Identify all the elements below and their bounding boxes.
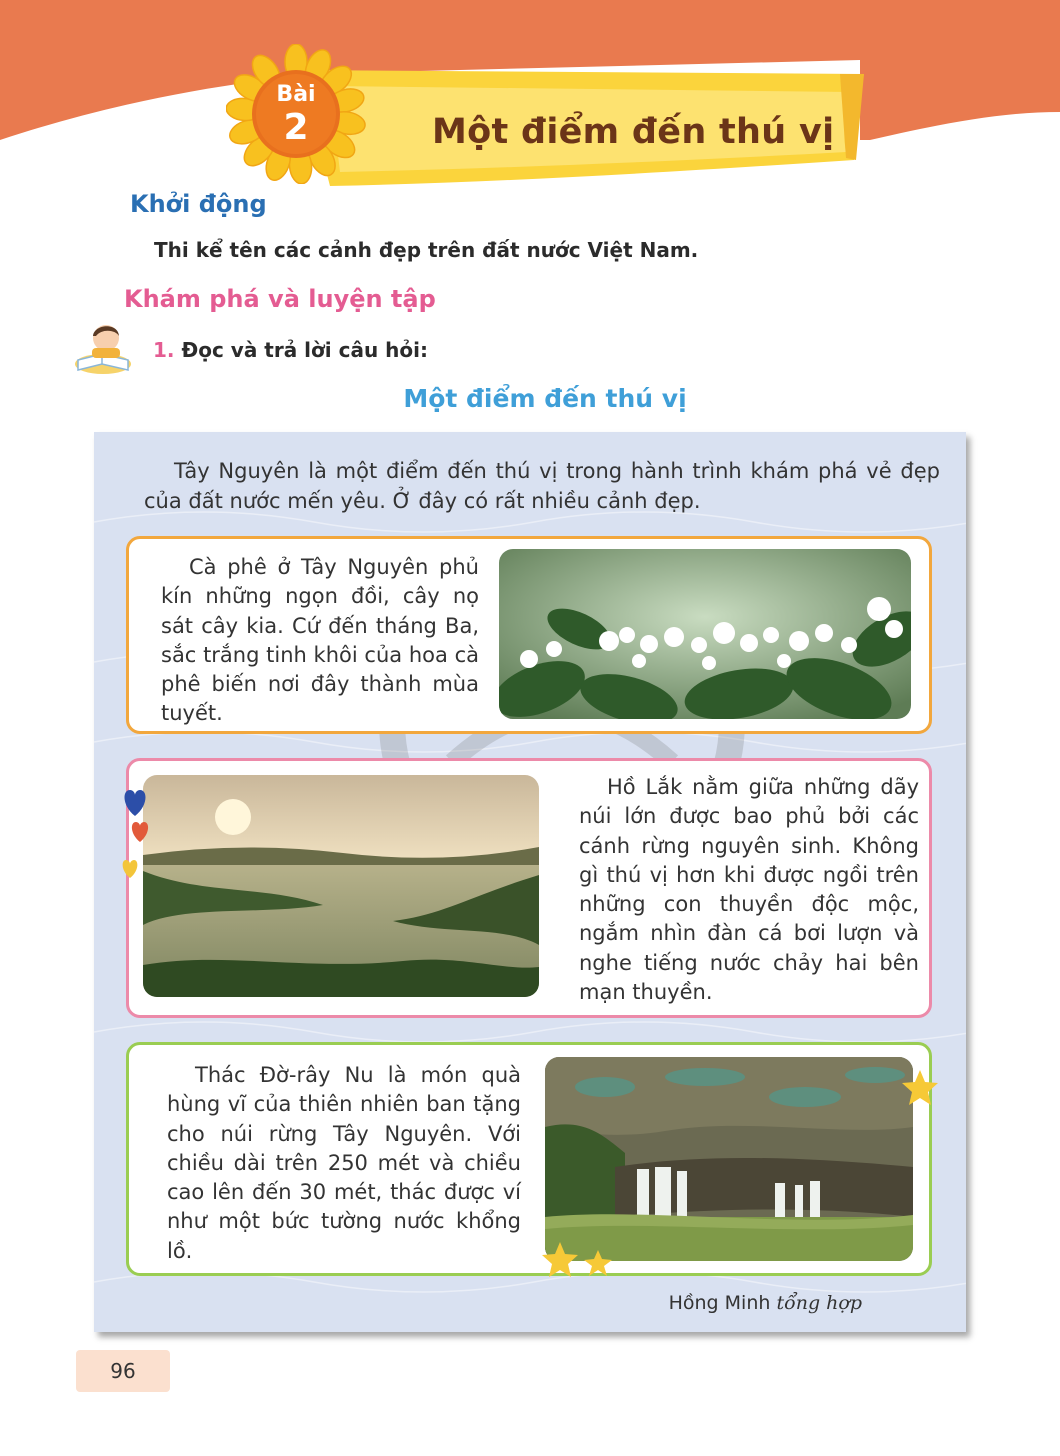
waterfall-section (126, 1042, 932, 1276)
coffee-section (126, 536, 932, 734)
lesson-number: 2 (283, 107, 309, 148)
stars-decoration-icon (540, 1240, 620, 1284)
start-heading: Khởi động (130, 190, 267, 218)
question-line (153, 338, 428, 362)
lake-section (126, 758, 932, 1018)
credit-line (669, 1292, 862, 1314)
lesson-word: Bài (276, 82, 316, 107)
explore-heading: Khám phá và luyện tập (124, 285, 436, 313)
reading-card (94, 432, 966, 1332)
star-decoration-icon (900, 1068, 940, 1108)
coffee-text: Cà phê ở Tây Nguyên phủ kín những ngọn đồi, cây nọ sát cây kia. Cứ đến tháng Ba, sắc trắng tinh khôi của hoa cà phê biến nơi đây thành mùa tuyết. (161, 555, 479, 726)
header-banner (0, 0, 1060, 190)
waterfall-text: Thác Đờ-rây Nu là món quà hùng vĩ của thiên nhiên ban tặng cho núi rừng Tây Nguyên. Với chiều dài trên 250 mét và chiều cao lên đến 30 mét, thác được ví như một bức tường nước khổng lồ. (167, 1063, 521, 1263)
question-number: 1. (153, 338, 175, 362)
lesson-title: Một điểm đến thú vị (432, 112, 835, 152)
page-number: 96 (76, 1350, 170, 1392)
reading-child-icon (72, 316, 134, 378)
lesson-badge (248, 82, 344, 148)
lake-text: Hồ Lắk nằm giữa những dãy núi lớn được bao phủ bởi các cánh rừng nguyên sinh. Không gì thú vị hơn khi được ngồi trên những con thuyền độc mộc, ngắm nhìn đàn cá bơi lượn và nghe tiếng nước chảy hai bên mạn thuyền. (579, 775, 919, 1005)
lak-lake-photo (143, 775, 539, 997)
intro-paragraph: Tây Nguyên là một điểm đến thú vị trong hành trình khám phá vẻ đẹp của đất nước mến yêu. Ở đây có rất nhiều cảnh đẹp. (144, 459, 940, 513)
coffee-flowers-photo (499, 549, 911, 719)
hearts-decoration-icon (120, 782, 150, 882)
reading-title: Một điểm đến thú vị (403, 384, 687, 413)
credit-name: Hồng Minh (668, 1292, 771, 1314)
start-task: Thi kể tên các cảnh đẹp trên đất nước Việt Nam. (154, 238, 699, 262)
dray-nur-waterfall-photo (545, 1057, 913, 1261)
question-text: Đọc và trả lời câu hỏi: (181, 338, 428, 362)
credit-note: tổng hợp (776, 1292, 862, 1314)
